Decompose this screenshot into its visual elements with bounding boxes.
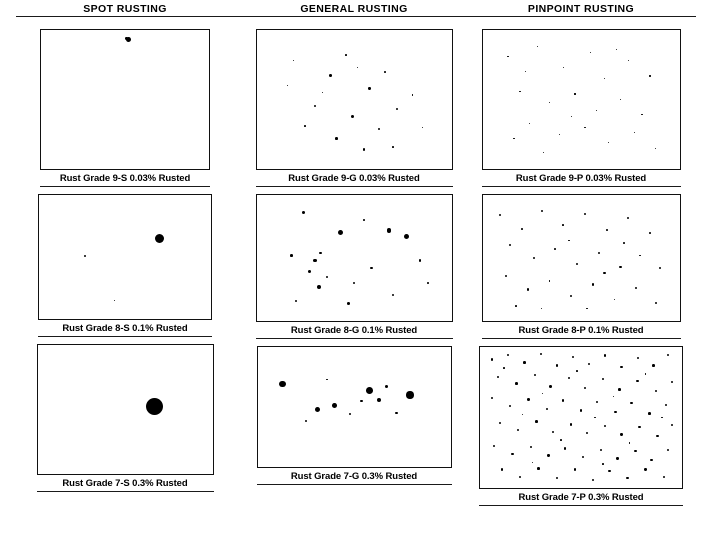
rust-spot <box>529 123 530 124</box>
rust-spot <box>586 432 589 435</box>
panel-caption-7s: Rust Grade 7-S 0.3% Rusted <box>62 478 188 489</box>
rust-spot <box>626 477 628 479</box>
rust-spot <box>608 142 609 143</box>
rust-spot <box>155 234 164 243</box>
rust-spot <box>570 423 572 425</box>
caption-rule <box>257 484 452 485</box>
rust-spot <box>596 110 597 111</box>
rust-spot <box>614 411 616 413</box>
rust-spot <box>322 92 323 93</box>
rust-spot <box>427 282 429 284</box>
rust-spot <box>568 377 570 379</box>
caption-rule <box>37 491 214 492</box>
rust-spot <box>634 132 635 133</box>
rust-spot <box>619 266 621 268</box>
rust-spot <box>507 354 509 356</box>
rust-spot <box>347 302 350 305</box>
rust-spot <box>620 366 622 368</box>
rust-spot <box>620 99 621 100</box>
rust-spot <box>519 476 521 478</box>
rust-spot <box>549 280 551 282</box>
rust-spot <box>571 116 572 117</box>
panel-caption-7p: Rust Grade 7-P 0.3% Rusted <box>518 492 644 503</box>
rust-spot <box>552 431 554 433</box>
rust-spot <box>649 232 651 234</box>
rust-spot <box>634 450 636 452</box>
rust-spot <box>649 75 650 76</box>
rust-spot <box>329 74 332 77</box>
panel-caption-8g: Rust Grade 8-G 0.1% Rusted <box>290 325 418 336</box>
rust-spot <box>556 477 558 479</box>
rust-spot <box>620 433 622 435</box>
rust-spot <box>568 240 570 242</box>
rust-spot <box>608 470 611 473</box>
rust-spot <box>580 409 583 412</box>
rust-spot <box>602 463 604 465</box>
rust-panel-8g[interactable] <box>256 194 453 322</box>
rust-spot <box>532 462 534 464</box>
rust-spot <box>629 442 631 444</box>
rust-spot <box>499 422 501 424</box>
rust-spot <box>315 407 320 412</box>
rust-spot <box>357 67 358 68</box>
rust-spot <box>602 378 604 380</box>
rust-spot <box>360 400 363 403</box>
rust-spot <box>533 257 535 259</box>
rust-spot <box>305 420 307 422</box>
rust-spot <box>613 396 615 398</box>
rust-spot <box>287 85 288 86</box>
rust-spot <box>295 300 297 302</box>
rust-spot <box>574 93 575 94</box>
rust-spot <box>302 211 305 214</box>
rust-spot <box>507 56 508 57</box>
rust-spot <box>497 376 499 378</box>
rust-panel-8s[interactable] <box>38 194 212 320</box>
rust-spot <box>659 267 661 269</box>
panel-block-8s <box>38 194 212 337</box>
rust-spot <box>667 354 669 356</box>
caption-rule <box>38 336 212 337</box>
rust-spot <box>598 252 600 254</box>
column-heading-pinpoint: PINPOINT RUSTING <box>527 3 635 15</box>
rust-spot <box>570 295 572 297</box>
rust-spot <box>491 358 493 360</box>
rust-spot <box>574 468 576 470</box>
rust-spot <box>345 54 347 56</box>
rust-spot <box>644 468 646 470</box>
rust-spot <box>554 248 556 250</box>
panel-caption-8p: Rust Grade 8-P 0.1% Rusted <box>518 325 644 336</box>
rust-spot <box>616 49 617 50</box>
rust-spot <box>535 420 538 423</box>
rust-spot <box>349 413 351 415</box>
rust-spot <box>616 457 618 459</box>
rust-spot <box>351 115 354 118</box>
rust-spot <box>378 128 380 130</box>
rust-panel-7g[interactable] <box>257 346 452 468</box>
rust-panel-8p[interactable] <box>482 194 681 322</box>
rust-spot <box>665 404 667 406</box>
rust-spot <box>604 354 606 356</box>
rust-spot <box>549 385 552 388</box>
rust-spot <box>501 468 503 470</box>
rust-spot <box>332 403 337 408</box>
rust-spot <box>638 426 640 428</box>
column-heading-spot: SPOT RUSTING <box>83 3 167 15</box>
caption-rule <box>256 186 453 187</box>
rust-spot <box>387 228 392 233</box>
panel-block-9g <box>256 29 453 187</box>
rust-spot <box>125 37 127 39</box>
rust-spot <box>422 127 423 128</box>
rust-spot <box>317 285 321 289</box>
rust-spot <box>671 381 673 383</box>
rust-spot <box>547 454 549 456</box>
rust-spot <box>542 393 544 395</box>
rust-spot <box>363 219 365 221</box>
caption-rule <box>482 186 681 187</box>
rust-spot <box>652 364 655 367</box>
rust-spot <box>650 459 653 462</box>
rust-spot <box>537 46 538 47</box>
rust-spot <box>326 276 328 278</box>
rust-spot <box>279 381 285 387</box>
rust-spot <box>521 228 523 230</box>
rust-spot <box>604 78 606 80</box>
rust-spot <box>594 417 596 419</box>
rust-spot <box>582 456 585 459</box>
panel-caption-9p: Rust Grade 9-P 0.03% Rusted <box>515 173 647 184</box>
rust-spot <box>84 255 86 257</box>
rust-spot <box>503 367 505 369</box>
panel-block-8g <box>256 194 453 339</box>
rust-spot <box>406 391 413 398</box>
rust-spot <box>304 125 306 127</box>
rust-spot <box>560 439 562 441</box>
rust-spot <box>384 71 386 73</box>
rust-spot <box>586 308 588 310</box>
caption-rule <box>479 505 683 506</box>
rust-spot <box>519 91 520 92</box>
rust-spot <box>392 146 394 148</box>
rust-spot <box>637 357 639 359</box>
rust-spot <box>505 275 507 277</box>
rust-spot <box>392 294 394 296</box>
rust-spot <box>493 445 495 447</box>
rust-spot <box>522 414 524 416</box>
rust-spot <box>541 308 543 310</box>
rust-spot <box>491 397 493 399</box>
column-general-rusting <box>243 0 465 533</box>
panel-block-9p <box>482 29 681 187</box>
rust-spot <box>655 302 657 304</box>
rust-spot <box>549 102 550 103</box>
rust-spot <box>368 87 370 89</box>
rust-spot <box>576 263 578 265</box>
rust-spot <box>335 137 338 140</box>
rust-panel-9s[interactable] <box>40 29 210 170</box>
panel-block-7p <box>479 346 683 506</box>
rust-spot <box>655 390 657 392</box>
panel-caption-8s: Rust Grade 8-S 0.1% Rusted <box>62 323 188 334</box>
rust-spot <box>395 412 397 414</box>
rust-spot <box>509 405 511 407</box>
caption-rule <box>482 338 681 339</box>
rust-spot <box>556 364 558 366</box>
rust-spot <box>614 299 616 301</box>
rust-spot <box>513 138 514 139</box>
rust-panel-7p[interactable] <box>479 346 683 489</box>
rust-spot <box>635 287 637 289</box>
rust-spot <box>326 379 328 381</box>
rust-spot <box>584 127 585 128</box>
panel-caption-7g: Rust Grade 7-G 0.3% Rusted <box>290 471 418 482</box>
rust-spot <box>592 283 594 285</box>
rust-spot <box>308 270 311 273</box>
rust-spot <box>606 229 608 231</box>
rust-spot <box>576 370 578 372</box>
rust-spot <box>562 399 564 401</box>
rust-spot <box>146 398 163 415</box>
rust-spot <box>543 152 544 153</box>
rust-spot <box>313 259 316 262</box>
caption-rule <box>40 186 210 187</box>
rust-spot <box>366 387 373 394</box>
panel-block-7s <box>37 344 214 492</box>
rust-spot <box>564 447 566 449</box>
panel-block-9s <box>40 29 210 187</box>
rust-spot <box>363 148 365 150</box>
rust-spot <box>590 52 591 53</box>
rust-spot <box>648 412 651 415</box>
rust-spot <box>419 259 421 261</box>
rust-spot <box>661 417 663 419</box>
rust-spot <box>641 114 642 115</box>
rust-spot <box>353 282 356 285</box>
rust-spot <box>656 435 659 438</box>
rust-spot <box>499 214 501 216</box>
rust-spot <box>527 288 529 290</box>
rust-spot <box>540 353 542 355</box>
rust-spot <box>377 398 381 402</box>
rust-spot <box>588 363 591 366</box>
rust-spot <box>618 388 621 391</box>
rust-spot <box>515 305 517 307</box>
panel-block-7g <box>257 346 452 485</box>
rust-spot <box>530 446 532 448</box>
rust-spot <box>628 60 629 61</box>
rust-spot <box>404 234 410 240</box>
rust-spot <box>370 267 372 269</box>
rust-spot <box>630 402 632 404</box>
rust-spot <box>511 453 514 456</box>
rust-spot <box>623 242 625 244</box>
rust-spot <box>515 382 518 385</box>
rust-spot <box>627 217 629 219</box>
rust-spot <box>396 108 398 110</box>
rust-spot <box>412 94 414 96</box>
column-spot-rusting <box>14 0 236 533</box>
rust-spot <box>600 449 602 451</box>
caption-rule <box>256 338 453 339</box>
rust-spot <box>655 148 656 149</box>
rust-panel-7s[interactable] <box>37 344 214 475</box>
rust-spot <box>527 398 530 401</box>
panel-caption-9s: Rust Grade 9-S 0.03% Rusted <box>59 173 191 184</box>
rust-spot <box>114 300 116 302</box>
rust-spot <box>667 449 669 451</box>
column-heading-general: GENERAL RUSTING <box>300 3 408 15</box>
rust-spot <box>385 385 388 388</box>
rust-spot <box>541 210 543 212</box>
rust-spot <box>563 67 564 68</box>
rust-spot <box>559 134 560 135</box>
rust-spot <box>293 60 295 62</box>
rust-spot <box>584 213 586 215</box>
rust-spot <box>290 254 293 257</box>
rust-spot <box>584 387 586 389</box>
rust-spot <box>338 230 343 235</box>
rust-spot <box>546 408 548 410</box>
rust-spot <box>645 373 647 375</box>
panel-caption-9g: Rust Grade 9-G 0.03% Rusted <box>288 173 420 184</box>
rust-panel-9p[interactable] <box>482 29 681 170</box>
rust-spot <box>596 401 598 403</box>
rust-spot <box>562 224 564 226</box>
rust-spot <box>604 425 606 427</box>
rust-panel-9g[interactable] <box>256 29 453 170</box>
rust-spot <box>523 361 526 364</box>
rust-spot <box>671 424 673 426</box>
rust-spot <box>314 105 316 107</box>
rust-spot <box>663 476 665 478</box>
rust-spot <box>592 479 594 481</box>
rust-spot <box>319 252 322 255</box>
column-pinpoint-rusting <box>470 0 692 533</box>
rust-spot <box>517 429 519 431</box>
rust-spot <box>525 71 526 72</box>
rust-spot <box>572 356 574 358</box>
rust-spot <box>509 244 511 246</box>
rust-spot <box>639 255 641 257</box>
rust-spot <box>603 272 606 275</box>
rust-spot <box>534 374 536 376</box>
rust-spot <box>537 467 540 470</box>
panel-block-8p <box>482 194 681 339</box>
rust-spot <box>636 380 638 382</box>
